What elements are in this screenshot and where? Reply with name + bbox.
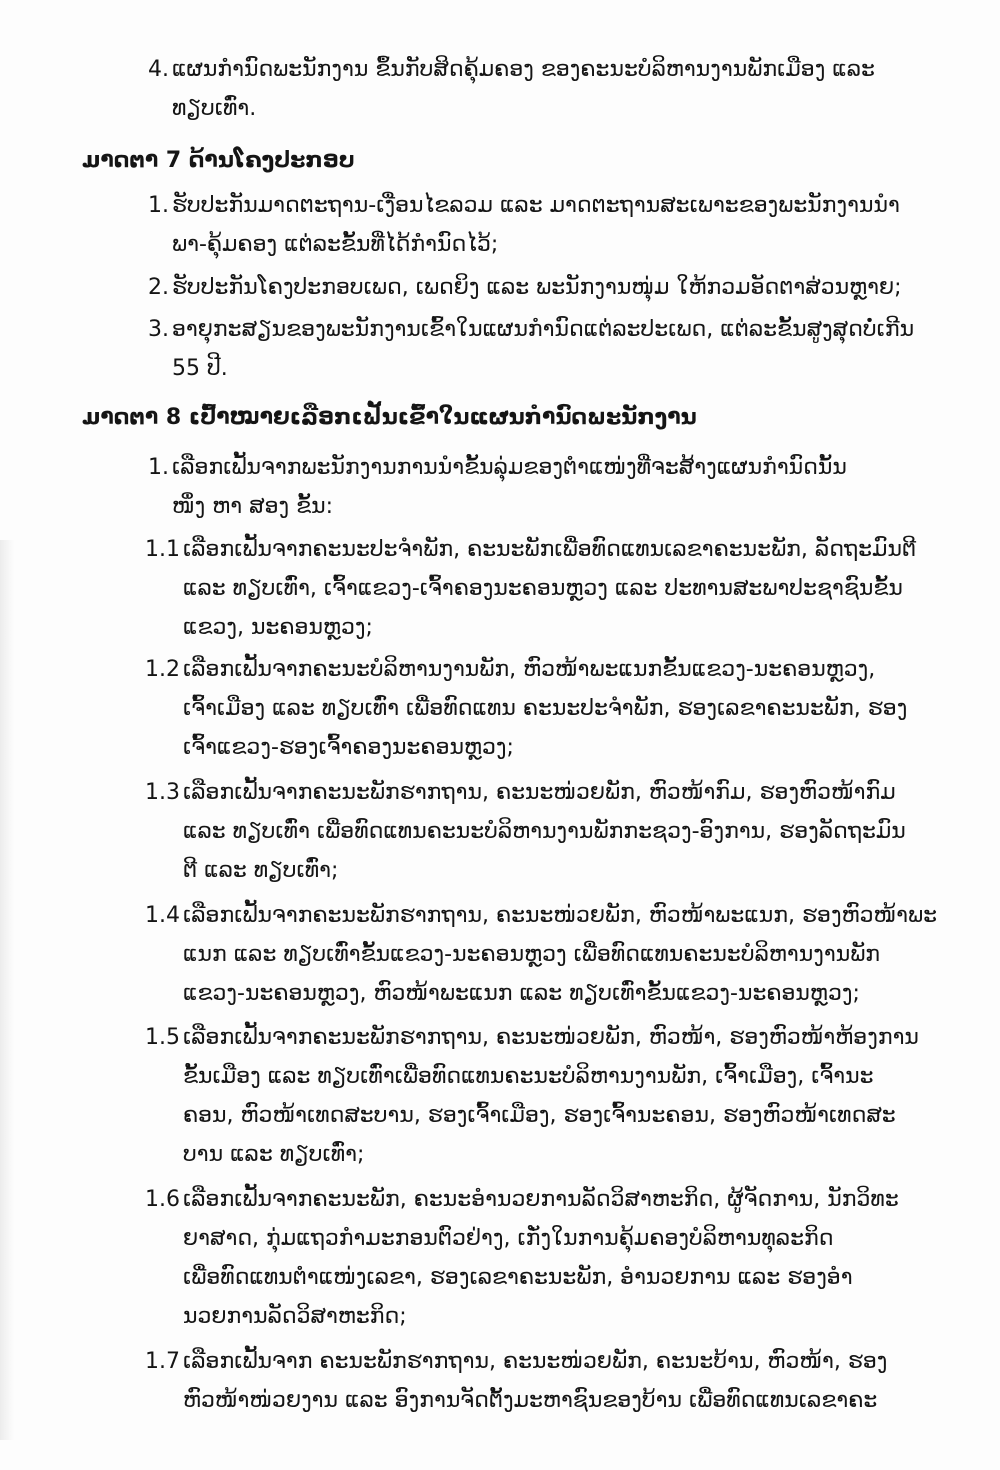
item-text: [172, 268, 948, 307]
text-line: ຄອນ, ຫົວໜ້າເທດສະບານ, ຮອງເຈົ້າເມືອງ, ຮອງເຈົ້ານະຄອນ, ຮອງຫົວໜ້າເທດສະ: [183, 1103, 896, 1128]
text-line: ຂັ້ນເມືອງ ແລະ ທຽບເທົ່າເພື່ອທົດແທນຄະນະບໍລິຫານງານພັກ, ເຈົ້າເມືອງ, ເຈົ້ານະ: [183, 1064, 874, 1089]
scan-edge-shadow: [0, 540, 14, 1440]
item-number: 4.: [148, 57, 169, 82]
item-number: 1.7: [145, 1349, 180, 1374]
item-number: 1.6: [145, 1187, 180, 1212]
text-line: ເລືອກເຟັ້ນຈາກຄະນະພັກຮາກຖານ, ຄະນະໜ່ວຍພັກ, ຫົວໜ້າພະແນກ, ຮອງຫົວໜ້າພະ: [183, 903, 938, 928]
item-number: 1.: [148, 193, 169, 218]
item-text: [172, 186, 948, 264]
article-7-heading: ມາດຕາ 7 ດ້ານໂຄງປະກອບ: [82, 148, 355, 173]
item-number: 1.: [148, 455, 169, 480]
article-8-heading: ມາດຕາ 8 ເປົ້າໝາຍເລືອກເຟັ້ນເຂົ້າໃນແຜນກໍານົດພະນັກງານ: [82, 405, 697, 430]
item-number: 1.5: [145, 1025, 180, 1050]
item-text: [172, 448, 948, 526]
text-line: ໜຶ່ງ ຫາ ສອງ ຂັ້ນ:: [172, 494, 334, 519]
text-line: ເຈົ້າເມືອງ ແລະ ທຽບເທົ່າ ເພື່ອທົດແທນ ຄະນະປະຈໍາພັກ, ຮອງເລຂາຄະນະພັກ, ຮອງ: [183, 696, 908, 721]
item-text: [183, 530, 953, 647]
item-text: [183, 1342, 953, 1420]
text-line: ຮັບປະກັນໂຄງປະກອບເພດ, ເພດຍິງ ແລະ ພະນັກງານໜຸ່ມ ໃຫ້ກວມອັດຕາສ່ວນຫຼາຍ;: [172, 275, 902, 300]
text-line: ເລືອກເຟັ້ນຈາກຄະນະພັກຮາກຖານ, ຄະນະໜ່ວຍພັກ, ຫົວໜ້າ, ຮອງຫົວໜ້າຫ້ອງການ: [183, 1025, 919, 1050]
item-text: [172, 310, 948, 388]
text-line: ເພື່ອທົດແທນຕໍາແໜ່ງເລຂາ, ຮອງເລຂາຄະນະພັກ, ອໍານວຍການ ແລະ ຮອງອໍາ: [183, 1265, 853, 1290]
item-number: 3.: [148, 317, 169, 342]
item-text: [183, 650, 953, 767]
text-line: ຍາສາດ, ກຸ່ມແຖວກໍາມະກອນຕົວຢ່າງ, ເກັ່ງໃນການຄຸ້ມຄອງບໍລິຫານທຸລະກິດ: [183, 1226, 834, 1251]
text-line: ແຂວງ, ນະຄອນຫຼວງ;: [183, 615, 373, 640]
text-line: ພາ-ຄຸ້ມຄອງ ແຕ່ລະຂັ້ນທີ່ໄດ້ກໍານົດໄວ້;: [172, 232, 499, 257]
text-line: ເລືອກເຟັ້ນຈາກຄະນະພັກຮາກຖານ, ຄະນະໜ່ວຍພັກ, ຫົວໜ້າກົມ, ຮອງຫົວໜ້າກົມ: [183, 780, 896, 805]
text-line: ເລືອກເຟັ້ນຈາກ ຄະນະພັກຮາກຖານ, ຄະນະໜ່ວຍພັກ, ຄະນະບ້ານ, ຫົວໜ້າ, ຮອງ: [183, 1349, 888, 1374]
text-line: ເລືອກເຟັ້ນຈາກຄະນະບໍລິຫານງານພັກ, ຫົວໜ້າພະແນກຂັ້ນແຂວງ-ນະຄອນຫຼວງ,: [183, 657, 876, 682]
text-line: ເຈົ້າແຂວງ-ຮອງເຈົ້າຄອງນະຄອນຫຼວງ;: [183, 735, 514, 760]
text-line: ອາຍຸກະສຽນຂອງພະນັກງານເຂົ້າໃນແຜນກໍານົດແຕ່ລະປະເພດ, ແຕ່ລະຂັ້ນສູງສຸດບໍ່ເກີນ: [172, 317, 915, 342]
text-line: ແນກ ແລະ ທຽບເທົ່າຂັ້ນແຂວງ-ນະຄອນຫຼວງ ເພື່ອທົດແທນຄະນະບໍລິຫານງານພັກ: [183, 942, 881, 967]
text-line: ຕີ ແລະ ທຽບເທົ່າ;: [183, 858, 339, 883]
text-line: ຫົວໜ້າໜ່ວຍງານ ແລະ ອົງການຈັດຕັ້ງມະຫາຊົນຂອງບ້ານ ເພື່ອທົດແທນເລຂາຄະ: [183, 1388, 878, 1413]
text-line: ເລືອກເຟັ້ນຈາກຄະນະພັກ, ຄະນະອໍານວຍການລັດວິສາຫະກິດ, ຜູ້ຈັດການ, ນັກວິທະ: [183, 1187, 899, 1212]
text-line: ແຜນກໍານົດພະນັກງານ ຂຶ້ນກັບສິດຄຸ້ມຄອງ ຂອງຄະນະບໍລິຫານງານພັກເມືອງ ແລະ: [172, 57, 875, 82]
item-text: [183, 896, 953, 1013]
text-line: ແລະ ທຽບເທົ່າ, ເຈົ້າແຂວງ-ເຈົ້າຄອງນະຄອນຫຼວງ ແລະ ປະທານສະພາປະຊາຊົນຂັ້ນ: [183, 576, 903, 601]
item-text: [172, 50, 948, 128]
text-line: ນວຍການລັດວິສາຫະກິດ;: [183, 1304, 407, 1329]
item-number: 1.1: [145, 537, 180, 562]
text-line: ບານ ແລະ ທຽບເທົ່າ;: [183, 1142, 365, 1167]
item-text: [183, 1018, 953, 1174]
item-number: 1.4: [145, 903, 180, 928]
text-line: ທຽບເທົ່າ.: [172, 96, 257, 121]
item-text: [183, 773, 953, 890]
text-line: ແລະ ທຽບເທົ່າ ເພື່ອທົດແທນຄະນະບໍລິຫານງານພັກກະຊວງ-ອົງການ, ຮອງລັດຖະມົນ: [183, 819, 906, 844]
item-number: 1.2: [145, 657, 180, 682]
item-text: [183, 1180, 953, 1336]
text-line: 55 ປີ.: [172, 356, 228, 381]
text-line: ແຂວງ-ນະຄອນຫຼວງ, ຫົວໜ້າພະແນກ ແລະ ທຽບເທົ່າຂັ້ນແຂວງ-ນະຄອນຫຼວງ;: [183, 981, 860, 1006]
item-number: 1.3: [145, 780, 180, 805]
text-line: ເລືອກເຟັ້ນຈາກພະນັກງານການນໍາຂັ້ນລຸ່ມຂອງຕໍາແໜ່ງທີ່ຈະສ້າງແຜນກໍານົດນັ້ນ: [172, 455, 847, 480]
text-line: ຮັບປະກັນມາດຕະຖານ-ເງື່ອນໄຂລວມ ແລະ ມາດຕະຖານສະເພາະຂອງພະນັກງານນໍາ: [172, 193, 900, 218]
text-line: ເລືອກເຟັ້ນຈາກຄະນະປະຈໍາພັກ, ຄະນະພັກເພື່ອທົດແທນເລຂາຄະນະພັກ, ລັດຖະມົນຕີ: [183, 537, 917, 562]
item-number: 2.: [148, 275, 169, 300]
